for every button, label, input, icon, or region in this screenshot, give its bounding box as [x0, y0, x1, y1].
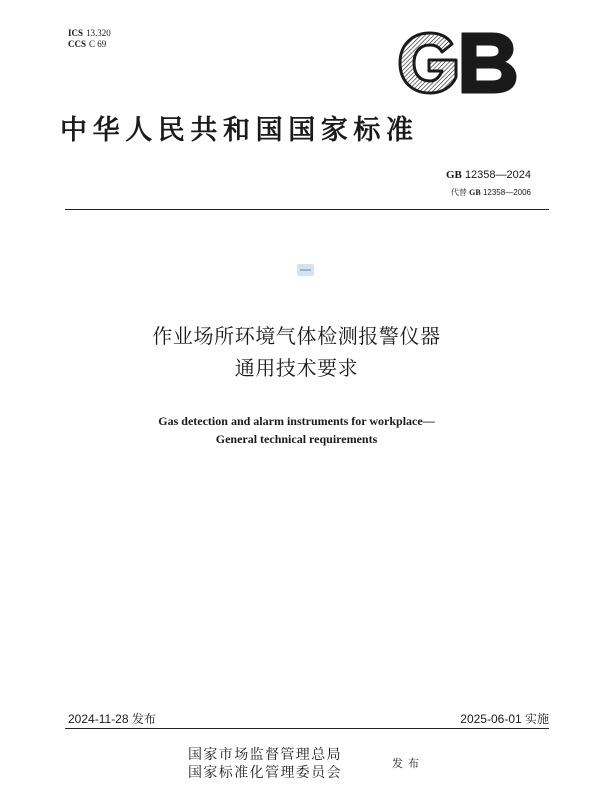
- replaces-label: 代替: [450, 188, 467, 197]
- standard-number-prefix: GB: [445, 169, 462, 181]
- issuer-sac: 国家标准化管理委员会: [188, 765, 342, 781]
- replaces-standard: [451, 187, 531, 198]
- ccs-value: C 69: [89, 39, 107, 49]
- top-divider: [65, 209, 549, 210]
- gb-logo: [396, 30, 520, 96]
- ics-label: ICS: [68, 28, 84, 38]
- implementation-date: 2025-06-01 实施: [460, 712, 549, 726]
- document-stamp-icon: [297, 264, 314, 276]
- issue-date: 2024-11-28 发布: [68, 712, 156, 726]
- replaces-number: 12358—2006: [482, 188, 531, 197]
- publish-label: 发布: [392, 757, 424, 770]
- standard-number: [446, 169, 531, 181]
- gb-logo-b-letter: [462, 33, 516, 93]
- issuer-samr: 国家市场监督管理总局: [188, 747, 342, 763]
- chinese-title-line-1: 作业场所环境气体检测报警仪器: [152, 324, 441, 348]
- ics-value: 13.320: [86, 28, 111, 38]
- english-title-line-2: General technical requirements: [215, 432, 378, 446]
- standard-number-value: 12358—2024: [464, 169, 531, 181]
- ics-code: [68, 28, 111, 39]
- bottom-divider: [65, 728, 549, 729]
- replaces-prefix: GB: [469, 188, 481, 197]
- chinese-title-line-2: 通用技术要求: [234, 356, 359, 380]
- issuing-authorities: [188, 746, 342, 782]
- gb-logo-g-letter: [400, 33, 456, 93]
- ccs-label: CCS: [68, 39, 87, 49]
- ccs-code: [68, 39, 111, 50]
- english-title: [0, 412, 593, 448]
- classification-codes: [68, 28, 111, 50]
- chinese-title: [0, 320, 593, 384]
- national-standard-name: 中华人民共和国国家标准: [60, 115, 419, 146]
- english-title-line-1: Gas detection and alarm instruments for workplace—: [158, 414, 435, 428]
